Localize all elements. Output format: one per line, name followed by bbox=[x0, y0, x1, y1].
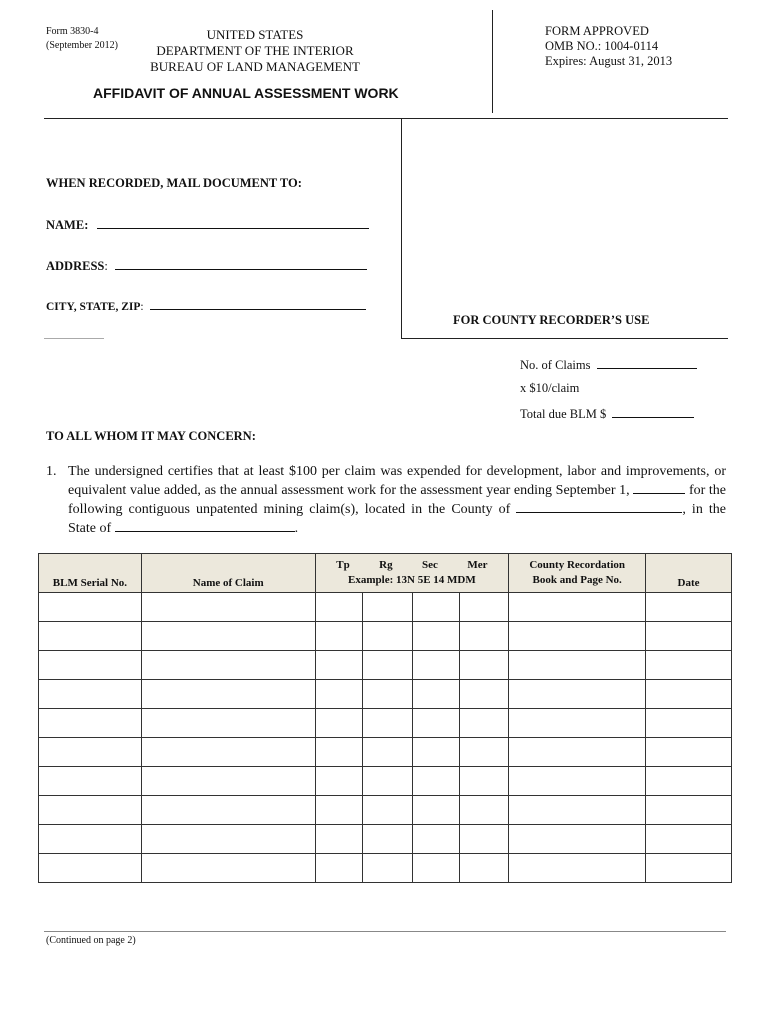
agency-line-2: DEPARTMENT OF THE INTERIOR bbox=[156, 43, 354, 58]
cell-county bbox=[509, 622, 646, 651]
county-input[interactable] bbox=[509, 738, 645, 766]
mail-heading: WHEN RECORDED, MAIL DOCUMENT TO: bbox=[46, 176, 302, 190]
tp-input[interactable] bbox=[316, 622, 363, 650]
claims-count-field[interactable] bbox=[597, 356, 697, 369]
col-header-rg: Rg bbox=[379, 559, 393, 571]
col-header-name: Name of Claim bbox=[141, 554, 315, 593]
cell-serial bbox=[39, 651, 142, 680]
claims-table bbox=[38, 553, 732, 883]
cell-name bbox=[141, 651, 315, 680]
serial-input[interactable] bbox=[39, 680, 141, 708]
cell-rg bbox=[363, 825, 413, 854]
rg-input[interactable] bbox=[363, 651, 412, 679]
tp-input[interactable] bbox=[316, 825, 363, 853]
city-state-zip-field[interactable] bbox=[150, 297, 366, 310]
cell-county bbox=[509, 796, 646, 825]
tp-input[interactable] bbox=[316, 854, 363, 882]
serial-input[interactable] bbox=[39, 825, 141, 853]
agency-block bbox=[130, 27, 380, 75]
county-input[interactable] bbox=[509, 796, 645, 824]
total-label: Total due BLM $ bbox=[520, 407, 607, 421]
cell-tp bbox=[315, 622, 363, 651]
name-field[interactable] bbox=[97, 216, 369, 229]
date-input[interactable] bbox=[646, 767, 731, 795]
table-row bbox=[39, 651, 732, 680]
county-header-line-2: Book and Page No. bbox=[532, 574, 622, 586]
date-input[interactable] bbox=[646, 796, 731, 824]
serial-input[interactable] bbox=[39, 593, 141, 621]
name-input[interactable] bbox=[142, 825, 315, 853]
col-header-date: Date bbox=[646, 554, 732, 593]
cell-sec bbox=[413, 622, 460, 651]
tp-input[interactable] bbox=[316, 651, 363, 679]
name-input[interactable] bbox=[142, 767, 315, 795]
mer-input[interactable] bbox=[460, 622, 508, 650]
tp-input[interactable] bbox=[316, 738, 363, 766]
top-rule bbox=[44, 118, 728, 119]
table-row bbox=[39, 709, 732, 738]
cell-mer bbox=[460, 709, 509, 738]
year-field[interactable] bbox=[633, 481, 685, 494]
certification-text-1: The undersigned certifies that at least $100 per claim was expended for development, labor and improvements, or equivalent value added, as the annual assessment work for the assessment year ending September 1, bbox=[68, 464, 726, 498]
sec-input[interactable] bbox=[413, 593, 459, 621]
rg-input[interactable] bbox=[363, 593, 412, 621]
sec-input[interactable] bbox=[413, 680, 459, 708]
county-input[interactable] bbox=[509, 854, 645, 882]
mer-input[interactable] bbox=[460, 825, 508, 853]
cell-name bbox=[141, 796, 315, 825]
cell-tp bbox=[315, 738, 363, 767]
serial-input[interactable] bbox=[39, 709, 141, 737]
table-row bbox=[39, 767, 732, 796]
cell-tp bbox=[315, 651, 363, 680]
cell-serial bbox=[39, 738, 142, 767]
cell-tp bbox=[315, 796, 363, 825]
cell-date bbox=[646, 593, 732, 622]
cell-sec bbox=[413, 854, 460, 883]
county-input[interactable] bbox=[509, 651, 645, 679]
rg-input[interactable] bbox=[363, 767, 412, 795]
tp-input[interactable] bbox=[316, 680, 363, 708]
name-input[interactable] bbox=[142, 854, 315, 882]
mer-input[interactable] bbox=[460, 854, 508, 882]
rg-input[interactable] bbox=[363, 796, 412, 824]
cell-county bbox=[509, 854, 646, 883]
total-due-field[interactable] bbox=[612, 405, 694, 418]
cell-name bbox=[141, 622, 315, 651]
rg-input[interactable] bbox=[363, 738, 412, 766]
item-number: 1. bbox=[46, 464, 57, 479]
state-field[interactable] bbox=[115, 519, 295, 532]
sec-input[interactable] bbox=[413, 622, 459, 650]
address-field[interactable] bbox=[115, 257, 367, 270]
name-input[interactable] bbox=[142, 709, 315, 737]
cell-rg bbox=[363, 854, 413, 883]
cell-date bbox=[646, 854, 732, 883]
cell-county bbox=[509, 767, 646, 796]
cell-sec bbox=[413, 825, 460, 854]
cell-mer bbox=[460, 593, 509, 622]
name-input[interactable] bbox=[142, 651, 315, 679]
cell-date bbox=[646, 680, 732, 709]
claims-table-body bbox=[39, 593, 732, 883]
cell-sec bbox=[413, 709, 460, 738]
certification-text-3: , in the State of bbox=[68, 502, 726, 536]
cell-serial bbox=[39, 622, 142, 651]
cell-mer bbox=[460, 796, 509, 825]
continued-note: (Continued on page 2) bbox=[46, 935, 136, 946]
form-approved: FORM APPROVED bbox=[545, 24, 649, 38]
concern-heading: TO ALL WHOM IT MAY CONCERN: bbox=[46, 429, 256, 443]
cell-rg bbox=[363, 651, 413, 680]
cell-rg bbox=[363, 796, 413, 825]
cell-date bbox=[646, 709, 732, 738]
cell-date bbox=[646, 767, 732, 796]
cell-sec bbox=[413, 593, 460, 622]
city-state-zip-label: CITY, STATE, ZIP bbox=[46, 301, 141, 313]
rate-label: x $10/claim bbox=[520, 381, 580, 395]
table-row bbox=[39, 593, 732, 622]
rg-input[interactable] bbox=[363, 854, 412, 882]
cell-sec bbox=[413, 738, 460, 767]
left-rule-stub bbox=[44, 338, 104, 339]
cell-name bbox=[141, 593, 315, 622]
certification-text-2: for the following contiguous unpatented mining claim(s), located in the County of bbox=[68, 483, 726, 517]
tp-input[interactable] bbox=[316, 767, 363, 795]
name-input[interactable] bbox=[142, 680, 315, 708]
table-header-row bbox=[39, 554, 732, 593]
cell-serial bbox=[39, 767, 142, 796]
cell-date bbox=[646, 622, 732, 651]
total-row bbox=[520, 405, 694, 422]
tp-input[interactable] bbox=[316, 709, 363, 737]
cell-rg bbox=[363, 709, 413, 738]
cell-tp bbox=[315, 593, 363, 622]
date-input[interactable] bbox=[646, 651, 731, 679]
cell-name bbox=[141, 854, 315, 883]
rg-input[interactable] bbox=[363, 680, 412, 708]
table-row bbox=[39, 738, 732, 767]
name-label: NAME: bbox=[46, 218, 89, 232]
sec-input[interactable] bbox=[413, 767, 459, 795]
sec-input[interactable] bbox=[413, 854, 459, 882]
county-input[interactable] bbox=[509, 680, 645, 708]
date-input[interactable] bbox=[646, 854, 731, 882]
col-header-county bbox=[509, 554, 646, 593]
agency-line-3: BUREAU OF LAND MANAGEMENT bbox=[150, 59, 360, 74]
omb-number: OMB NO.: 1004-0114 bbox=[545, 39, 659, 53]
county-recorder-label: FOR COUNTY RECORDER’S USE bbox=[453, 313, 650, 327]
col-header-tp: Tp bbox=[336, 559, 350, 571]
cell-rg bbox=[363, 738, 413, 767]
cell-tp bbox=[315, 709, 363, 738]
col-header-location bbox=[315, 554, 509, 593]
sec-input[interactable] bbox=[413, 709, 459, 737]
date-input[interactable] bbox=[646, 738, 731, 766]
cell-name bbox=[141, 680, 315, 709]
cell-date bbox=[646, 738, 732, 767]
serial-input[interactable] bbox=[39, 738, 141, 766]
footer-rule bbox=[44, 931, 726, 932]
mer-input[interactable] bbox=[460, 651, 508, 679]
county-header-line-1: County Recordation bbox=[529, 559, 625, 571]
form-title: AFFIDAVIT OF ANNUAL ASSESSMENT WORK bbox=[93, 85, 399, 101]
date-input[interactable] bbox=[646, 680, 731, 708]
rg-input[interactable] bbox=[363, 709, 412, 737]
cell-county bbox=[509, 825, 646, 854]
cell-name bbox=[141, 709, 315, 738]
cell-mer bbox=[460, 738, 509, 767]
cell-rg bbox=[363, 622, 413, 651]
serial-input[interactable] bbox=[39, 854, 141, 882]
name-row bbox=[46, 216, 369, 233]
mer-input[interactable] bbox=[460, 593, 508, 621]
county-input[interactable] bbox=[509, 593, 645, 621]
cell-serial bbox=[39, 709, 142, 738]
cell-mer bbox=[460, 825, 509, 854]
rg-input[interactable] bbox=[363, 622, 412, 650]
sec-input[interactable] bbox=[413, 825, 459, 853]
cell-serial bbox=[39, 680, 142, 709]
rg-input[interactable] bbox=[363, 825, 412, 853]
table-row bbox=[39, 825, 732, 854]
city-row bbox=[46, 297, 366, 313]
agency-line-1: UNITED STATES bbox=[206, 27, 304, 42]
cell-tp bbox=[315, 854, 363, 883]
claims-label: No. of Claims bbox=[520, 358, 591, 372]
name-input[interactable] bbox=[142, 622, 315, 650]
cell-county bbox=[509, 593, 646, 622]
sec-input[interactable] bbox=[413, 796, 459, 824]
cell-tp bbox=[315, 825, 363, 854]
cell-name bbox=[141, 738, 315, 767]
cell-mer bbox=[460, 680, 509, 709]
recorder-divider bbox=[401, 118, 402, 338]
certification-text-4: . bbox=[294, 521, 299, 536]
county-input[interactable] bbox=[509, 825, 645, 853]
cell-name bbox=[141, 767, 315, 796]
table-row bbox=[39, 622, 732, 651]
cell-county bbox=[509, 651, 646, 680]
location-example: Example: 13N 5E 14 MDM bbox=[348, 574, 476, 586]
mer-input[interactable] bbox=[460, 767, 508, 795]
cell-serial bbox=[39, 796, 142, 825]
cell-sec bbox=[413, 680, 460, 709]
cell-mer bbox=[460, 767, 509, 796]
name-input[interactable] bbox=[142, 796, 315, 824]
cell-sec bbox=[413, 767, 460, 796]
cell-date bbox=[646, 796, 732, 825]
cell-date bbox=[646, 651, 732, 680]
cell-serial bbox=[39, 825, 142, 854]
city-colon: : bbox=[140, 301, 144, 313]
date-input[interactable] bbox=[646, 593, 731, 621]
cell-sec bbox=[413, 651, 460, 680]
name-input[interactable] bbox=[142, 738, 315, 766]
cell-mer bbox=[460, 651, 509, 680]
recorder-bottom-rule bbox=[401, 338, 728, 339]
name-input[interactable] bbox=[142, 593, 315, 621]
cell-name bbox=[141, 825, 315, 854]
table-row bbox=[39, 680, 732, 709]
county-input[interactable] bbox=[509, 622, 645, 650]
certification-paragraph bbox=[68, 463, 726, 538]
serial-input[interactable] bbox=[39, 767, 141, 795]
table-row bbox=[39, 854, 732, 883]
cell-rg bbox=[363, 593, 413, 622]
mer-input[interactable] bbox=[460, 738, 508, 766]
form-date: (September 2012) bbox=[46, 40, 118, 51]
col-header-mer: Mer bbox=[467, 559, 488, 571]
cell-mer bbox=[460, 622, 509, 651]
cell-mer bbox=[460, 854, 509, 883]
cell-county bbox=[509, 680, 646, 709]
county-field[interactable] bbox=[516, 500, 682, 513]
address-row bbox=[46, 257, 367, 274]
approval-block bbox=[545, 24, 672, 69]
cell-serial bbox=[39, 854, 142, 883]
cell-rg bbox=[363, 680, 413, 709]
date-input[interactable] bbox=[646, 709, 731, 737]
sec-input[interactable] bbox=[413, 651, 459, 679]
cell-county bbox=[509, 709, 646, 738]
location-subheaders bbox=[316, 558, 509, 573]
header-divider bbox=[492, 10, 493, 113]
sec-input[interactable] bbox=[413, 738, 459, 766]
expiration-date: Expires: August 31, 2013 bbox=[545, 54, 673, 68]
table-row bbox=[39, 796, 732, 825]
cell-sec bbox=[413, 796, 460, 825]
cell-date bbox=[646, 825, 732, 854]
form-number: Form 3830-4 bbox=[46, 26, 99, 37]
serial-input[interactable] bbox=[39, 622, 141, 650]
tp-input[interactable] bbox=[316, 593, 363, 621]
address-colon: : bbox=[104, 259, 108, 273]
mer-input[interactable] bbox=[460, 680, 508, 708]
mer-input[interactable] bbox=[460, 709, 508, 737]
tp-input[interactable] bbox=[316, 796, 363, 824]
claims-row bbox=[520, 356, 697, 373]
cell-tp bbox=[315, 680, 363, 709]
serial-input[interactable] bbox=[39, 651, 141, 679]
mer-input[interactable] bbox=[460, 796, 508, 824]
county-input[interactable] bbox=[509, 709, 645, 737]
county-input[interactable] bbox=[509, 767, 645, 795]
serial-input[interactable] bbox=[39, 796, 141, 824]
cell-serial bbox=[39, 593, 142, 622]
date-input[interactable] bbox=[646, 825, 731, 853]
address-label: ADDRESS bbox=[46, 259, 105, 273]
cell-rg bbox=[363, 767, 413, 796]
date-input[interactable] bbox=[646, 622, 731, 650]
col-header-serial: BLM Serial No. bbox=[39, 554, 142, 593]
col-header-sec: Sec bbox=[422, 559, 438, 571]
cell-county bbox=[509, 738, 646, 767]
cell-tp bbox=[315, 767, 363, 796]
